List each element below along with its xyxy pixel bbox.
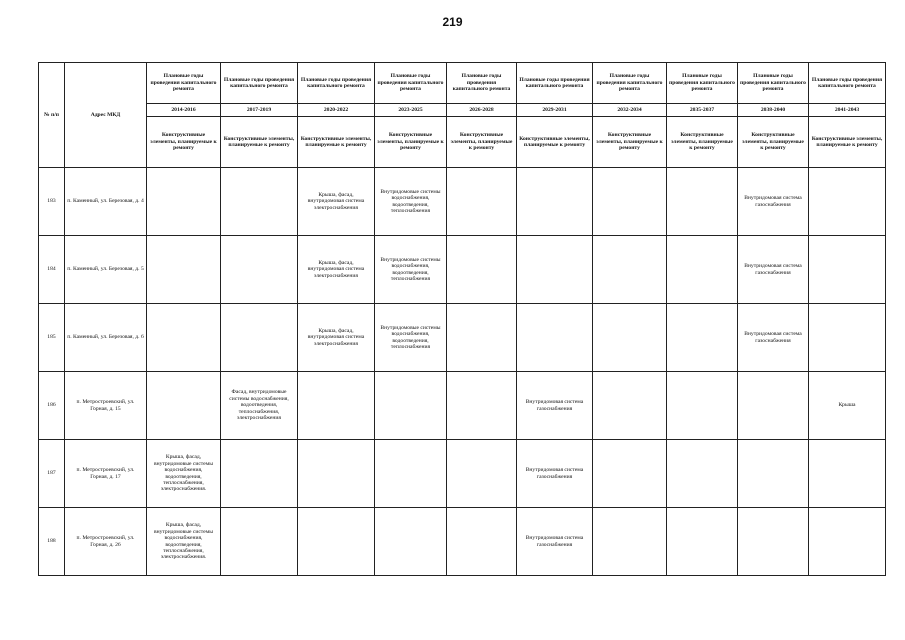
repair-cell-2032-2034 xyxy=(593,440,667,508)
rownum-header: № п/п xyxy=(39,63,65,168)
repair-cell-2032-2034 xyxy=(593,304,667,372)
repair-cell-2041-2043 xyxy=(809,440,886,508)
repair-cell-2029-2031: Внутридомовая система газоснабжения xyxy=(517,508,593,576)
table-body xyxy=(39,168,886,576)
repair-cell-2017-2019 xyxy=(221,304,298,372)
repair-cell-2026-2028 xyxy=(447,440,517,508)
repair-cell-2026-2028 xyxy=(447,508,517,576)
elements-header: Конструктивные элементы, планируемые к ремонту xyxy=(809,117,886,168)
page-number: 219 xyxy=(442,15,463,29)
table-row xyxy=(39,508,886,576)
repair-cell-2014-2016 xyxy=(147,236,221,304)
repair-cell-2014-2016 xyxy=(147,168,221,236)
elements-header: Конструктивные элементы, планируемые к ремонту xyxy=(447,117,517,168)
repair-cell-2026-2028 xyxy=(447,236,517,304)
period-header: 2017-2019 xyxy=(221,104,298,117)
elements-header: Конструктивные элементы, планируемые к ремонту xyxy=(221,117,298,168)
repair-cell-2029-2031: Внутридомовая система газоснабжения xyxy=(517,372,593,440)
row-number: 184 xyxy=(39,236,65,304)
planned-years-header: Плановые годы проведения капитального ремонта xyxy=(593,63,667,104)
address-header: Адрес МКД xyxy=(65,63,147,168)
repair-cell-2017-2019: Фасад, внутридомовые системы водоснабжения, водоотведения, теплоснабжения, электроснабжения xyxy=(221,372,298,440)
header-row-plan xyxy=(39,63,886,104)
repair-cell-2023-2025: Внутридомовые системы водоснабжения, водоотведения, теплоснабжения xyxy=(375,236,447,304)
planned-years-header: Плановые годы проведения капитального ремонта xyxy=(738,63,809,104)
repair-cell-2017-2019 xyxy=(221,440,298,508)
repair-cell-2029-2031: Внутридомовая система газоснабжения xyxy=(517,440,593,508)
repair-cell-2041-2043 xyxy=(809,508,886,576)
period-header: 2041-2043 xyxy=(809,104,886,117)
repair-cell-2035-2037 xyxy=(667,236,738,304)
repair-cell-2017-2019 xyxy=(221,168,298,236)
repair-cell-2014-2016 xyxy=(147,304,221,372)
row-address: п. Каменный, ул. Березовая, д. 6 xyxy=(65,304,147,372)
table-row xyxy=(39,236,886,304)
repair-cell-2041-2043: Крыша xyxy=(809,372,886,440)
repair-cell-2017-2019 xyxy=(221,508,298,576)
repair-cell-2023-2025: Внутридомовые системы водоснабжения, водоотведения, теплоснабжения xyxy=(375,168,447,236)
planned-years-header: Плановые годы проведения капитального ремонта xyxy=(221,63,298,104)
repair-cell-2041-2043 xyxy=(809,236,886,304)
repair-cell-2035-2037 xyxy=(667,508,738,576)
repair-cell-2035-2037 xyxy=(667,304,738,372)
period-header: 2026-2028 xyxy=(447,104,517,117)
repair-cell-2032-2034 xyxy=(593,372,667,440)
table-header xyxy=(39,63,886,168)
planned-years-header: Плановые годы проведения капитального ремонта xyxy=(667,63,738,104)
planned-years-header: Плановые годы проведения капитального ремонта xyxy=(147,63,221,104)
elements-header: Конструктивные элементы, планируемые к ремонту xyxy=(517,117,593,168)
row-address: п. Каменный, ул. Березовая, д. 4 xyxy=(65,168,147,236)
row-number: 183 xyxy=(39,168,65,236)
table-row xyxy=(39,372,886,440)
row-number: 187 xyxy=(39,440,65,508)
repair-cell-2029-2031 xyxy=(517,236,593,304)
table-row xyxy=(39,440,886,508)
repair-cell-2017-2019 xyxy=(221,236,298,304)
elements-header: Конструктивные элементы, планируемые к ремонту xyxy=(738,117,809,168)
row-number: 186 xyxy=(39,372,65,440)
repair-cell-2020-2022: Крыша, фасад, внутридомовая система электроснабжения xyxy=(298,168,375,236)
repair-cell-2014-2016: Крыша, фасад, внутридомовые системы водоснабжения, водоотведения, теплоснабжения, электроснабжения. xyxy=(147,508,221,576)
row-address: п. Метростроевский, ул. Горная, д. 15 xyxy=(65,372,147,440)
table-row xyxy=(39,304,886,372)
row-address: п. Метростроевский, ул. Горная, д. 26 xyxy=(65,508,147,576)
row-number: 185 xyxy=(39,304,65,372)
planned-years-header: Плановые годы проведения капитального ремонта xyxy=(447,63,517,104)
elements-header: Конструктивные элементы, планируемые к ремонту xyxy=(375,117,447,168)
repair-cell-2038-2040 xyxy=(738,440,809,508)
period-header: 2020-2022 xyxy=(298,104,375,117)
repair-cell-2026-2028 xyxy=(447,372,517,440)
repair-cell-2032-2034 xyxy=(593,168,667,236)
planned-years-header: Плановые годы проведения капитального ремонта xyxy=(298,63,375,104)
repair-cell-2038-2040 xyxy=(738,508,809,576)
repair-cell-2026-2028 xyxy=(447,304,517,372)
repair-cell-2014-2016: Крыша, фасад, внутридомовые системы водоснабжения, водоотведения, теплоснабжения, электроснабжения. xyxy=(147,440,221,508)
repair-cell-2032-2034 xyxy=(593,508,667,576)
repair-cell-2020-2022 xyxy=(298,372,375,440)
header-row-elements xyxy=(39,117,886,168)
elements-header: Конструктивные элементы, планируемые к ремонту xyxy=(298,117,375,168)
repair-cell-2020-2022: Крыша, фасад, внутридомовая система электроснабжения xyxy=(298,236,375,304)
repair-cell-2038-2040: Внутридомовая система газоснабжения xyxy=(738,304,809,372)
repair-cell-2020-2022: Крыша, фасад, внутридомовая система электроснабжения xyxy=(298,304,375,372)
elements-header: Конструктивные элементы, планируемые к ремонту xyxy=(593,117,667,168)
repair-cell-2023-2025 xyxy=(375,440,447,508)
repair-cell-2023-2025: Внутридомовые системы водоснабжения, водоотведения, теплоснабжения xyxy=(375,304,447,372)
repair-cell-2032-2034 xyxy=(593,236,667,304)
repair-cell-2029-2031 xyxy=(517,168,593,236)
planned-years-header: Плановые годы проведения капитального ремонта xyxy=(809,63,886,104)
repair-cell-2035-2037 xyxy=(667,168,738,236)
period-header: 2032-2034 xyxy=(593,104,667,117)
repair-cell-2035-2037 xyxy=(667,372,738,440)
repair-cell-2020-2022 xyxy=(298,440,375,508)
elements-header: Конструктивные элементы, планируемые к ремонту xyxy=(147,117,221,168)
header-row-periods xyxy=(39,104,886,117)
planned-years-header: Плановые годы проведения капитального ремонта xyxy=(375,63,447,104)
period-header: 2038-2040 xyxy=(738,104,809,117)
repair-cell-2023-2025 xyxy=(375,508,447,576)
repair-schedule-table xyxy=(38,62,886,576)
repair-cell-2023-2025 xyxy=(375,372,447,440)
repair-cell-2041-2043 xyxy=(809,304,886,372)
table-row xyxy=(39,168,886,236)
repair-cell-2038-2040 xyxy=(738,372,809,440)
repair-cell-2020-2022 xyxy=(298,508,375,576)
repair-cell-2038-2040: Внутридомовая система газоснабжения xyxy=(738,168,809,236)
repair-cell-2041-2043 xyxy=(809,168,886,236)
repair-cell-2038-2040: Внутридомовая система газоснабжения xyxy=(738,236,809,304)
row-number: 188 xyxy=(39,508,65,576)
period-header: 2035-2037 xyxy=(667,104,738,117)
period-header: 2014-2016 xyxy=(147,104,221,117)
elements-header: Конструктивные элементы, планируемые к ремонту xyxy=(667,117,738,168)
repair-cell-2026-2028 xyxy=(447,168,517,236)
period-header: 2029-2031 xyxy=(517,104,593,117)
row-address: п. Метростроевский, ул. Горная, д. 17 xyxy=(65,440,147,508)
repair-cell-2035-2037 xyxy=(667,440,738,508)
repair-cell-2029-2031 xyxy=(517,304,593,372)
row-address: п. Каменный, ул. Березовая, д. 5 xyxy=(65,236,147,304)
planned-years-header: Плановые годы проведения капитального ремонта xyxy=(517,63,593,104)
repair-cell-2014-2016 xyxy=(147,372,221,440)
period-header: 2023-2025 xyxy=(375,104,447,117)
